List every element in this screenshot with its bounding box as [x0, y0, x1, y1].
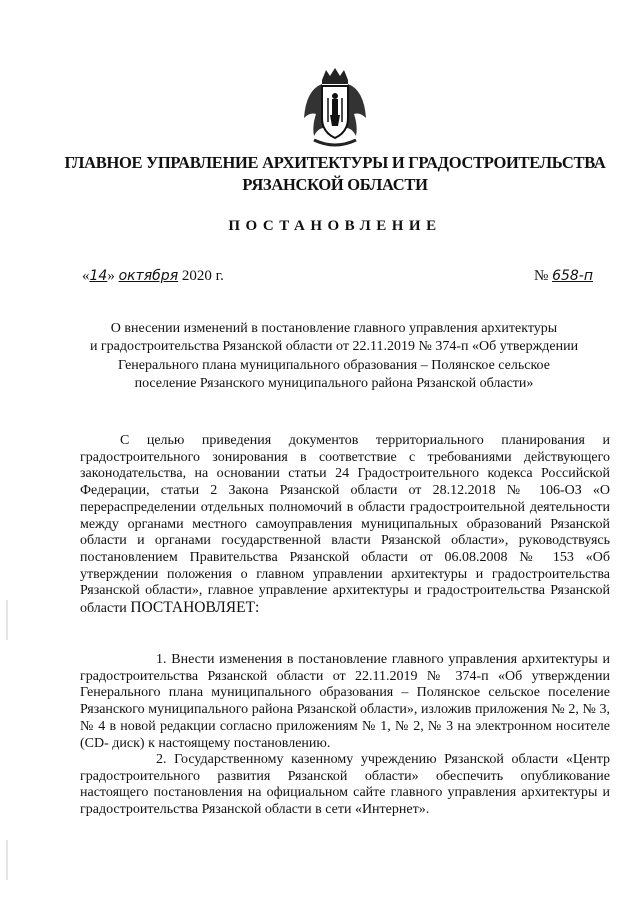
preamble-paragraph	[80, 433, 610, 618]
date-day: 14	[89, 268, 108, 284]
item-2-paragraph	[80, 752, 610, 819]
subject-line-4: поселение Рязанского муниципального района Рязанской области»	[134, 375, 534, 391]
item-2-number: 2.	[156, 752, 167, 767]
date-open-quote: «	[82, 268, 90, 284]
item-1-text: Внести изменения в постановление главного управления архитектуры и градостроительства Рязанской области от 22.11.2019 № 374-п «Об утверждении Генерального плана муниципального образования – Полянское сельское поселение Рязанского муниципального района Рязанской области», изложив приложения № 2, № 3, № 4 в новой редакции согласно приложениям № 1, № 2, № 3 на электронном носителе (CD- диск) к настоящему постановлению.	[80, 652, 611, 751]
date-close-quote: »	[107, 268, 115, 284]
document-type: ПОСТАНОВЛЕНИЕ	[228, 218, 442, 234]
authority-line-2: РЯЗАНСКОЙ ОБЛАСТИ	[242, 175, 428, 194]
number-prefix: №	[534, 268, 549, 284]
scan-edge-mark	[6, 840, 8, 880]
scan-edge-mark	[6, 600, 8, 640]
coat-of-arms-icon	[300, 66, 370, 150]
decree-word: ПОСТАНОВЛЯЕТ:	[130, 599, 260, 617]
document-subject	[80, 320, 588, 393]
document-number	[534, 268, 593, 285]
subject-line-3: Генерального плана муниципального образования – Полянское сельское	[118, 357, 550, 373]
date-year: 2020 г.	[181, 268, 224, 284]
subject-line-1: О внесении изменений в постановление главного управления архитектуры	[110, 321, 558, 336]
item-2-text: Государственному казенному учреждению Рязанской области «Центр градостроительного развития Рязанской области» обеспечить опубликование настоящего постановления на официальном сайте главного управления архитектуры и градостроительства Рязанской области в сети «Интернет».	[80, 752, 611, 818]
date-month: октября	[118, 268, 179, 284]
issuing-authority	[60, 152, 610, 196]
document-date	[82, 268, 224, 285]
item-1-paragraph	[80, 652, 610, 752]
subject-line-2: и градостроительства Рязанской области от 22.11.2019 № 374-п «Об утверждении	[89, 339, 579, 355]
item-1-number: 1.	[156, 652, 167, 667]
preamble-text: С целью приведения документов территориального планирования и градостроительного зонирования в соответствие с требованиями действующего законодательства, на основании статьи 24 Градостроительного кодекса Российской Федерации, статьи 2 Закона Рязанской области от 28.12.2018 № 106-ОЗ «О перераспределении отдельных полномочий в области градостроительной деятельности между органами местного самоуправления муниципальных образований Рязанской области и органами государственной власти Рязанской области», руководствуясь постановлением Правительства Рязанской области от 06.08.2008 № 153 «Об утверждении положения о главном управлении архитектуры и градостроительства Рязанской области», главное управление архитектуры и градостроительства Рязанской области	[80, 433, 610, 617]
number-value: 658-п	[552, 268, 593, 284]
authority-line-1: ГЛАВНОЕ УПРАВЛЕНИЕ АРХИТЕКТУРЫ И ГРАДОСТРОИТЕЛЬСТВА	[64, 153, 606, 172]
